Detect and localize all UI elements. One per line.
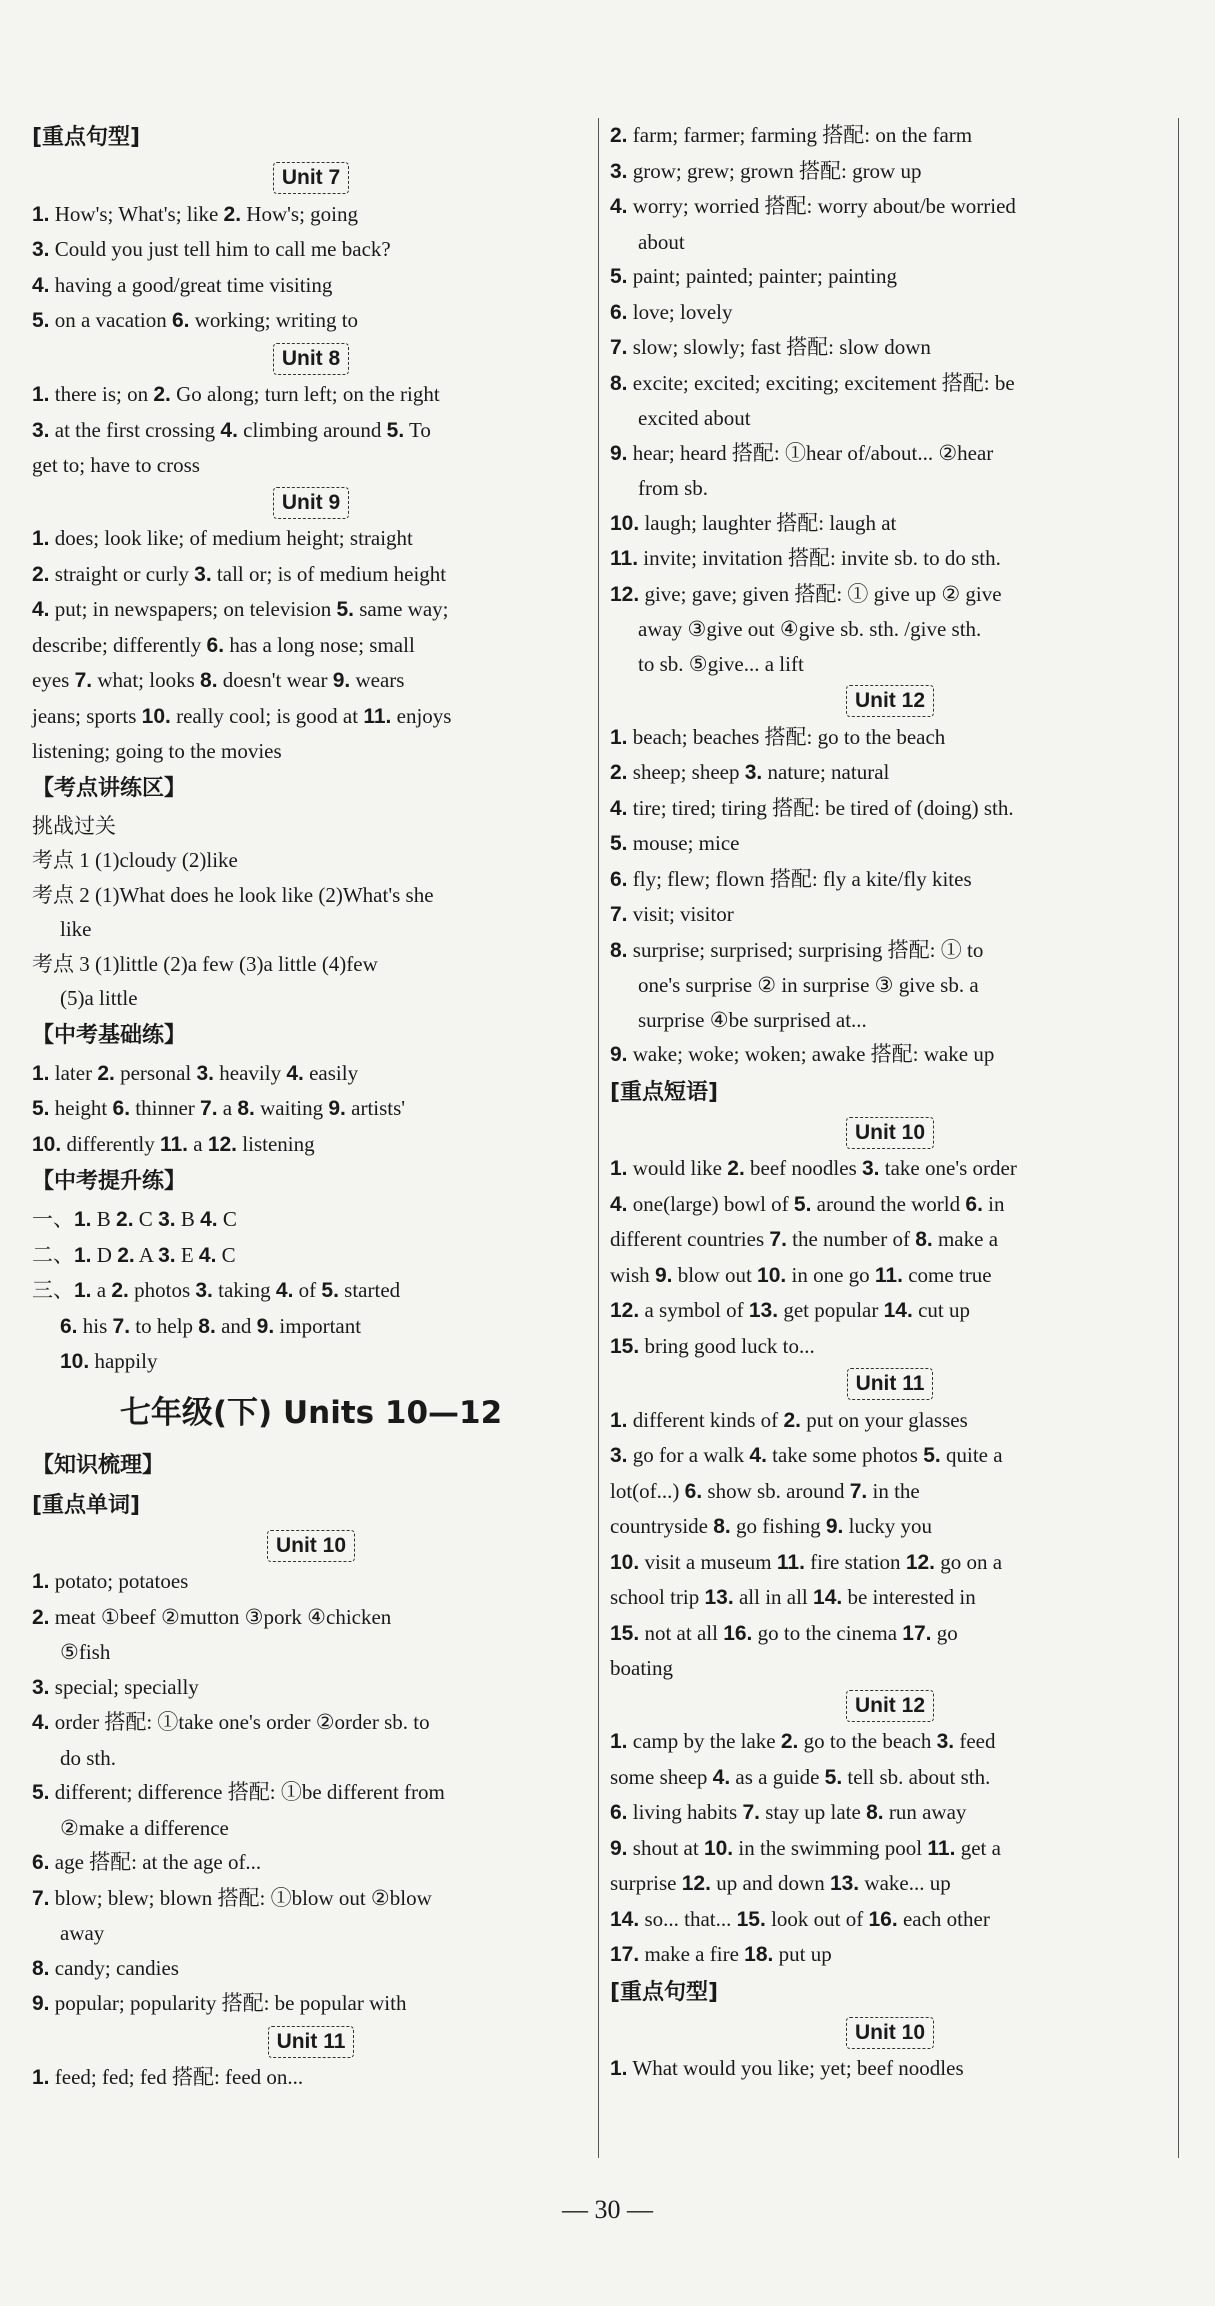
answer-line: 1. What would you like; yet; beef noodles: [610, 2056, 964, 2080]
answer-line: 1. camp by the lake 2. go to the beach 3. feed: [610, 1729, 996, 1753]
answer-line: 10. differently 11. a 12. listening: [32, 1131, 315, 1156]
answer-line: ⑤fish: [60, 1640, 111, 1664]
answer-line: 5. mouse; mice: [610, 831, 740, 855]
section-heading: 【考点讲练区】: [32, 775, 187, 801]
answer-line: 二、1. D 2. A 3. E 4. C: [32, 1242, 236, 1267]
answer-line: 15. bring good luck to...: [610, 1333, 815, 1358]
unit-label-text: Unit 11: [268, 2026, 355, 2058]
answer-line: surprise 12. up and down 13. wake... up: [610, 1871, 951, 1895]
section-heading: 【中考基础练】: [32, 1022, 187, 1048]
unit-label: [610, 683, 1170, 718]
answer-line: 1. does; look like; of medium height; straight: [32, 526, 413, 550]
answer-line: get to; have to cross: [32, 453, 200, 477]
grade-title: 七年级(下) Units 10—12: [119, 1394, 503, 1431]
answer-line: 7. visit; visitor: [610, 902, 734, 926]
left-column: [32, 118, 590, 2096]
answer-line: 8. excite; excited; exciting; excitement 搭配: be: [610, 370, 1015, 395]
answer-line: 考点 3 (1)little (2)a few (3)a little (4)few: [32, 951, 378, 976]
answer-line: countryside 8. go fishing 9. lucky you: [610, 1514, 933, 1538]
section-heading: [重点单词]: [32, 1492, 141, 1518]
column-divider: [598, 118, 599, 2158]
unit-label-text: Unit 12: [846, 1690, 934, 1722]
answer-line: 10. happily: [60, 1349, 158, 1373]
answer-line: 12. a symbol of 13. get popular 14. cut up: [610, 1298, 970, 1322]
answer-line: 4. one(large) bowl of 5. around the world 6. in: [610, 1191, 1005, 1216]
answer-line: (5)a little: [60, 986, 138, 1010]
answer-line: 8. surprise; surprised; surprising 搭配: ① to: [610, 937, 984, 962]
answer-line: 9. shout at 10. in the swimming pool 11. get a: [610, 1835, 1001, 1860]
answer-line: from sb.: [638, 476, 708, 500]
unit-label: [610, 1115, 1170, 1150]
answer-line: 4. order 搭配: ①take one's order ②order sb. to: [32, 1710, 430, 1734]
answer-line: different countries 7. the number of 8. make a: [610, 1227, 999, 1251]
answer-line: 5. on a vacation 6. working; writing to: [32, 308, 359, 332]
answer-line: 1. there is; on 2. Go along; turn left; on the right: [32, 382, 440, 406]
answer-line: 6. his 7. to help 8. and 9. important: [60, 1313, 362, 1338]
answer-line: away ③give out ④give sb. sth. /give sth.: [638, 617, 982, 641]
answer-line: one's surprise ② in surprise ③ give sb. a: [638, 973, 979, 997]
answer-line: 5. different; difference 搭配: ①be different from: [32, 1780, 445, 1804]
answer-line: school trip 13. all in all 14. be interested in: [610, 1585, 976, 1609]
answer-line: 10. visit a museum 11. fire station 12. go on a: [610, 1549, 1003, 1574]
answer-line: 3. grow; grew; grown 搭配: grow up: [610, 158, 922, 183]
answer-line: jeans; sports 10. really cool; is good at 11. enjoys: [32, 703, 452, 728]
answer-line: 15. not at all 16. go to the cinema 17. go: [610, 1620, 958, 1645]
answer-line: wish 9. blow out 10. in one go 11. come true: [610, 1262, 992, 1287]
answer-line: 1. beach; beaches 搭配: go to the beach: [610, 724, 946, 749]
answer-line: 2. meat ①beef ②mutton ③pork ④chicken: [32, 1604, 392, 1629]
answer-line: 2. farm; farmer; farming 搭配: on the farm: [610, 123, 973, 147]
answer-line: 一、1. B 2. C 3. B 4. C: [32, 1207, 237, 1231]
answer-line: to sb. ⑤give... a lift: [638, 651, 804, 676]
answer-line: 10. laugh; laughter 搭配: laugh at: [610, 510, 897, 535]
answer-line: 1. different kinds of 2. put on your glasses: [610, 1407, 968, 1432]
unit-label-text: Unit 8: [273, 343, 349, 375]
answer-line: 4. worry; worried 搭配: worry about/be worried: [610, 194, 1016, 218]
column-divider-right: [1178, 118, 1179, 2158]
answer-line: 1. feed; fed; fed 搭配: feed on...: [32, 2065, 304, 2089]
answer-line: 12. give; gave; given 搭配: ① give up ② give: [610, 581, 1002, 606]
answer-line: 3. at the first crossing 4. climbing around 5. To: [32, 417, 431, 442]
answer-line: 7. blow; blew; blown 搭配: ①blow out ②blow: [32, 1885, 432, 1910]
answer-line: do sth.: [60, 1745, 117, 1770]
unit-label: [32, 1528, 590, 1563]
answer-line: 6. age 搭配: at the age of...: [32, 1850, 262, 1874]
answer-line: 14. so... that... 15. look out of 16. each other: [610, 1906, 990, 1931]
answer-line: 3. special; specially: [32, 1674, 199, 1699]
answer-line: 7. slow; slowly; fast 搭配: slow down: [610, 335, 931, 359]
unit-label: [32, 341, 590, 376]
answer-line: 1. How's; What's; like 2. How's; going: [32, 201, 358, 226]
page-number: — 30 —: [562, 2195, 653, 2224]
unit-label-text: Unit 7: [273, 162, 349, 194]
unit-label: [32, 160, 590, 195]
answer-line: 6. living habits 7. stay up late 8. run away: [610, 1800, 967, 1824]
answer-line: some sheep 4. as a guide 5. tell sb. about sth.: [610, 1764, 991, 1789]
answer-line: 1. potato; potatoes: [32, 1569, 189, 1593]
answer-line: 4. having a good/great time visiting: [32, 272, 333, 297]
unit-label-text: Unit 11: [847, 1368, 934, 1400]
answer-line: 6. fly; flew; flown 搭配: fly a kite/fly kites: [610, 866, 972, 891]
answer-line: listening; going to the movies: [32, 739, 282, 763]
answer-line: 9. wake; woke; woken; awake 搭配: wake up: [610, 1042, 995, 1066]
answer-line: ②make a difference: [60, 1815, 229, 1840]
answer-line: 考点 2 (1)What does he look like (2)What's she: [32, 882, 434, 907]
unit-label-text: Unit 12: [846, 685, 934, 717]
answer-line: 4. tire; tired; tiring 搭配: be tired of (doing) sth.: [610, 795, 1014, 820]
answer-line: 8. candy; candies: [32, 1955, 179, 1980]
answer-line: 9. hear; heard 搭配: ①hear of/about... ②hear: [610, 440, 994, 465]
unit-label: [610, 2015, 1170, 2050]
answer-line: away: [60, 1921, 105, 1945]
answer-line: 6. love; lovely: [610, 299, 733, 324]
unit-label: [610, 1688, 1170, 1723]
section-heading: [重点句型]: [610, 1979, 719, 2005]
answer-line: 5. height 6. thinner 7. a 8. waiting 9. artists': [32, 1096, 406, 1120]
answer-line: boating: [610, 1656, 673, 1680]
unit-label-text: Unit 10: [846, 1117, 934, 1149]
answer-line: like: [60, 917, 92, 941]
answer-line: 1. would like 2. beef noodles 3. take one's order: [610, 1156, 1017, 1180]
answer-line: surprise ④be surprised at...: [638, 1007, 867, 1032]
section-heading: 【中考提升练】: [32, 1169, 187, 1194]
answer-line: describe; differently 6. has a long nose; small: [32, 632, 415, 657]
unit-label-text: Unit 10: [846, 2017, 934, 2049]
unit-label-text: Unit 10: [267, 1530, 355, 1562]
section-heading: 【知识梳理】: [32, 1452, 165, 1478]
unit-label: [32, 2024, 590, 2059]
answer-line: 5. paint; painted; painter; painting: [610, 264, 897, 288]
answer-line: 3. Could you just tell him to call me back?: [32, 237, 391, 261]
unit-label: [32, 485, 590, 520]
answer-line: 3. go for a walk 4. take some photos 5. quite a: [610, 1443, 1003, 1467]
answer-line: 挑战过关: [32, 813, 116, 838]
answer-line: 11. invite; invitation 搭配: invite sb. to do sth.: [610, 546, 1001, 570]
section-heading: [重点句型]: [32, 125, 141, 150]
answer-line: 17. make a fire 18. put up: [610, 1942, 832, 1966]
answer-line: excited about: [638, 406, 751, 430]
answer-line: about: [638, 229, 685, 254]
answer-line: 2. straight or curly 3. tall or; is of medium height: [32, 561, 447, 586]
answer-line: 9. popular; popularity 搭配: be popular with: [32, 1991, 407, 2015]
answer-line: eyes 7. what; looks 8. doesn't wear 9. wears: [32, 668, 405, 692]
answer-line: 2. sheep; sheep 3. nature; natural: [610, 760, 890, 784]
answer-line: 三、1. a 2. photos 3. taking 4. of 5. started: [32, 1278, 401, 1302]
unit-label: [610, 1366, 1170, 1401]
middle-column: [610, 118, 1170, 2087]
answer-line: lot(of...) 6. show sb. around 7. in the: [610, 1478, 920, 1503]
unit-label-text: Unit 9: [273, 487, 349, 519]
answer-line: 4. put; in newspapers; on television 5. same way;: [32, 597, 449, 621]
answer-line: 1. later 2. personal 3. heavily 4. easily: [32, 1060, 359, 1085]
section-heading: [重点短语]: [610, 1079, 719, 1105]
answer-line: 考点 1 (1)cloudy (2)like: [32, 848, 238, 872]
